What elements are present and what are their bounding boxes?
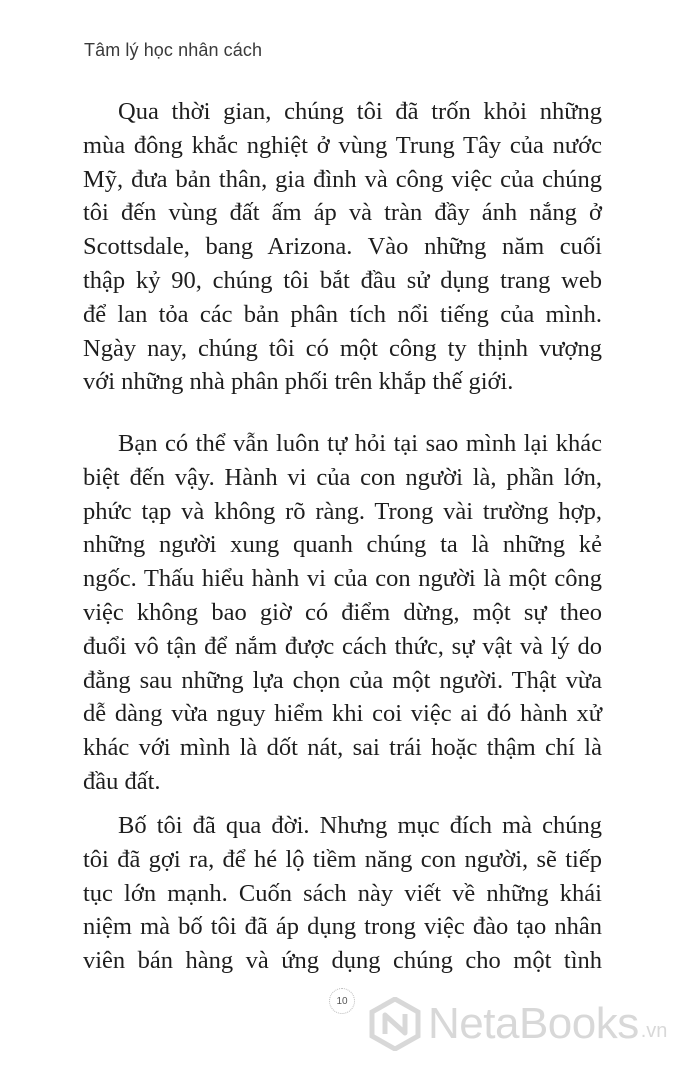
- watermark-brand: NetaBooks: [428, 999, 639, 1048]
- paragraph-2-line-7: đuổi vô tận để nắm được cách thức, sự vật và lý do: [83, 632, 602, 660]
- page-number-badge: [329, 988, 355, 1014]
- netabooks-logo-icon: [368, 997, 422, 1051]
- paragraph-2-line-10: khác với mình là dốt nát, sai trái hoặc thậm chí là: [83, 734, 602, 762]
- paragraph-1-line-3: Mỹ, đưa bản thân, gia đình và công việc của chúng: [83, 165, 602, 193]
- paragraph-1-line-8: Ngày nay, chúng tôi có một công ty thịnh vượng: [83, 334, 602, 362]
- paragraph-3-line-5: viên bán hàng và ứng dụng chúng cho một tình: [83, 947, 602, 975]
- paragraph-2-line-9: dễ dàng vừa nguy hiểm khi coi việc ai đó hành xử: [83, 700, 602, 728]
- paragraph-2-line-8: đằng sau những lựa chọn của một người. Thật vừa: [83, 666, 602, 694]
- page-number-text: 10: [336, 995, 348, 1007]
- paragraph-3-line-3: tục lớn mạnh. Cuốn sách này viết về những khái: [83, 879, 602, 907]
- paragraph-2-line-2: biệt đến vậy. Hành vi của con người là, phần lớn,: [83, 463, 602, 491]
- watermark: [368, 992, 688, 1056]
- paragraph-2-line-3: phức tạp và không rõ ràng. Trong vài trường hợp,: [83, 497, 602, 525]
- paragraph-2-line-11: đầu đất.: [83, 768, 161, 795]
- paragraph-1-line-2: mùa đông khắc nghiệt ở vùng Trung Tây của nước: [83, 131, 602, 159]
- paragraph-1-line-5: Scottsdale, bang Arizona. Vào những năm cuối: [83, 233, 602, 261]
- paragraph-2-line-1: Bạn có thể vẫn luôn tự hỏi tại sao mình lại khác: [118, 430, 602, 457]
- paragraph-1-line-7: để lan tỏa các bản phân tích nổi tiếng của mình.: [83, 300, 602, 328]
- paragraph-2-line-6: việc không bao giờ có điểm dừng, một sự theo: [83, 599, 602, 626]
- paragraph-1-line-9: với những nhà phân phối trên khắp thế giới.: [83, 368, 514, 396]
- paragraph-2-line-5: ngốc. Thấu hiểu hành vi của con người là một công: [83, 565, 602, 593]
- watermark-suffix: .vn: [640, 1019, 668, 1042]
- paragraph-1-line-6: thập kỷ 90, chúng tôi bắt đầu sử dụng trang web: [83, 267, 602, 294]
- paragraph-3-line-4: niệm mà bố tôi đã áp dụng trong việc đào tạo nhân: [83, 913, 602, 941]
- paragraph-3-line-1: Bố tôi đã qua đời. Nhưng mục đích mà chúng: [118, 812, 602, 839]
- paragraph-3-line-2: tôi đã gợi ra, để hé lộ tiềm năng con người, sẽ tiếp: [83, 845, 602, 873]
- paragraph-2-line-4: những người xung quanh chúng ta là những kẻ: [83, 531, 602, 559]
- paragraph-1-line-1: Qua thời gian, chúng tôi đã trốn khỏi những: [118, 98, 602, 125]
- page-number: [329, 988, 355, 1014]
- running-header: Tâm lý học nhân cách: [84, 40, 263, 60]
- paragraph-1-line-4: tôi đến vùng đất ấm áp và tràn đầy ánh nắng ở: [83, 199, 602, 227]
